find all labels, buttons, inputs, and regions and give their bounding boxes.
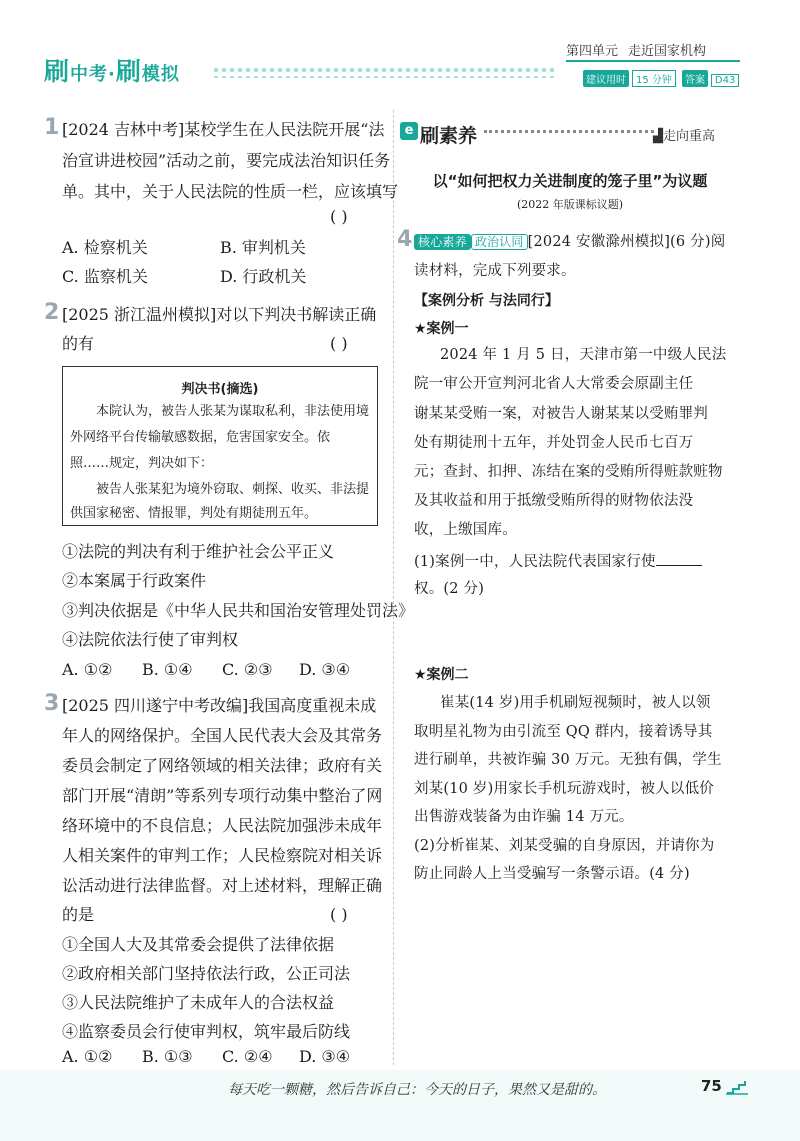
q3-line: 委员会制定了网络领域的相关法律；政府有关 (62, 756, 383, 775)
q1-line: 单。其中，关于人民法院的性质一栏，应该填写 (62, 182, 399, 201)
answer-paren: ( ) (330, 334, 348, 353)
case1-line: 收，上缴国库。 (414, 522, 517, 538)
q2-line: 的有 (62, 334, 95, 353)
case1-line: 谢某某受贿一案，对被告人谢某某以受贿罪判 (414, 406, 708, 422)
brand-text: 中考 (70, 64, 109, 85)
option-b: B. ①④ (142, 660, 193, 679)
case2-title: ★案例二 (414, 667, 469, 683)
q2-line: [2025 浙江温州模拟]对以下判决书解读正确 (62, 305, 377, 324)
q3-line: 年人的网络保护。全国人民代表大会及其常务 (62, 726, 383, 745)
q3-line: 络环境中的不良信息；人民法院加强涉未成年 (62, 816, 383, 835)
question-number: 2 (44, 300, 60, 325)
q3-line: 的是 (62, 905, 95, 924)
option-b: B. ①③ (142, 1047, 193, 1066)
brand-text: 模拟 (141, 64, 180, 85)
statement-item: ②本案属于行政案件 (62, 571, 207, 590)
case1-line: 及其收益和用于抵缴受贿所得的财物依法没 (414, 493, 694, 509)
brand-char: 刷 (44, 57, 71, 86)
time-answer-bar (583, 70, 745, 87)
verdict-line: 照……规定，判决如下： (70, 456, 214, 471)
q3-line: 人相关案件的审判工作；人民检察院对相关诉 (62, 846, 383, 865)
option-a: A. ①② (62, 1047, 113, 1066)
option-c: C. 监察机关 (62, 267, 148, 286)
answer-label: 答案 (682, 70, 708, 87)
option-d: D. ③④ (299, 1047, 351, 1066)
q4-source: [2024 安徽滁州模拟](6 分)阅 (527, 234, 726, 250)
case-header: 【案例分析 与法同行】 (414, 293, 559, 309)
case2-line: 崔某(14 岁)用手机刷短视频时，被人以领 (440, 695, 711, 711)
answer-blank[interactable] (656, 551, 702, 566)
topic-title: 以“如何把权力关进制度的笼子里”为议题 (432, 172, 708, 190)
option-c: C. ②④ (222, 1047, 273, 1066)
case2-line: 出售游戏装备为由诈骗 14 万元。 (414, 809, 634, 825)
sub-question-2: (2)分析崔某、刘某受骗的自身原因，并请你为 (414, 838, 715, 854)
question-number: 3 (44, 691, 60, 716)
q3-line: 部门开展“清朗”等系列专项行动集中整治了网 (62, 786, 383, 805)
suggest-value: 15 分钟 (632, 70, 676, 87)
q4-head (414, 232, 725, 252)
brand-char: 刷 (115, 57, 142, 86)
case1-line: 处有期徒刑十五年，并处罚金人民币七百万 (414, 435, 694, 451)
case2-line: 进行刷单，共被诈骗 30 万元。无独有偶，学生 (414, 752, 722, 768)
option-b: B. 审判机关 (220, 238, 306, 257)
section-tag (653, 125, 715, 144)
question-number: 1 (44, 115, 60, 140)
verdict-line: 供国家秘密、情报罪，判处有期徒刑五年。 (70, 506, 318, 521)
statement-item: ③判决依据是《中华人民共和国治安管理处罚法》 (62, 601, 415, 620)
option-a: A. ①② (62, 660, 113, 679)
option-d: D. 行政机关 (220, 267, 307, 286)
stairs-icon: ▟ (653, 129, 663, 144)
answer-paren: ( ) (330, 905, 348, 924)
verdict-line: 本院认为，被告人张某为谋取私利，非法使用境 (96, 404, 370, 419)
q4-line: 读材料，完成下列要求。 (414, 263, 576, 279)
core-literacy-badge: 核心素养 (414, 234, 471, 250)
q3-line: 讼活动进行法律监督。对上述材料，理解正确 (62, 876, 383, 895)
q1-line: 治宣讲进校园”活动之前，要完成法治知识任务 (62, 151, 391, 170)
statement-item: ④监察委员会行使审判权，筑牢最后防线 (62, 1022, 351, 1041)
statement-item: ③人民法院维护了未成年人的合法权益 (62, 993, 335, 1012)
sub-question-1-text: (1)案例一中，人民法院代表国家行使 (414, 554, 656, 570)
literacy-type-badge: 政治认同 (471, 234, 528, 250)
footer-motto: 每天吃一颗糖，然后告诉自己：今天的日子，果然又是甜的。 (228, 1082, 606, 1098)
verdict-title: 判决书(摘选) (181, 382, 259, 397)
option-c: C. ②③ (222, 660, 273, 679)
statement-item: ④法院依法行使了审判权 (62, 630, 239, 649)
brand-sep: · (108, 64, 116, 85)
section-icon: e (400, 122, 418, 140)
option-a: A. 检察机关 (62, 238, 148, 257)
q3-line: [2025 四川遂宁中考改编]我国高度重视未成 (62, 696, 377, 715)
verdict-line: 外网络平台传输敏感数据，危害国家安全。依 (70, 430, 331, 445)
answer-value: D43 (711, 74, 739, 87)
case1-title: ★案例一 (414, 321, 469, 337)
sub-question-2: 防止同龄人上当受骗写一条警示语。(4 分) (414, 866, 690, 882)
case1-line: 元；查封、扣押、冻结在案的受贿所得赃款赃物 (414, 464, 723, 480)
unit-title: 走近国家机构 (628, 44, 707, 59)
topic-subtitle: (2022 年版课标议题) (516, 198, 624, 211)
unit-heading (566, 40, 716, 59)
option-d: D. ③④ (299, 660, 351, 679)
header-rule (566, 60, 740, 62)
stairs-icon (725, 1079, 749, 1095)
q1-line: [2024 吉林中考]某校学生在人民法院开展“法 (62, 120, 385, 139)
section-dots (484, 130, 654, 133)
brand-logo (44, 52, 180, 88)
answer-paren: ( ) (330, 207, 348, 226)
case2-line: 取明星礼物为由引流至 QQ 群内，接着诱导其 (414, 724, 713, 740)
case1-line: 院一审公开宣判河北省人大常委会原副主任 (414, 376, 694, 392)
verdict-line: 被告人张某犯为境外窃取、刺探、收买、非法提 (96, 482, 370, 497)
sub-question-1 (414, 551, 702, 572)
unit-number: 第四单元 (566, 44, 619, 59)
section-title: 刷素养 (420, 125, 478, 147)
case2-line: 刘某(10 岁)用家长手机玩游戏时，被人以低价 (414, 781, 714, 797)
sub-question-1-tail: 权。(2 分) (414, 581, 485, 597)
suggest-label: 建议用时 (583, 70, 629, 87)
section-tag-text: 走向重高 (663, 129, 716, 144)
case1-line: 2024 年 1 月 5 日，天津市第一中级人民法 (440, 347, 727, 363)
header-dots (212, 66, 557, 78)
column-divider (393, 110, 394, 1065)
question-number: 4 (397, 227, 413, 252)
statement-item: ①法院的判决有利于维护社会公平正义 (62, 542, 335, 561)
statement-item: ②政府相关部门坚持依法行政，公正司法 (62, 964, 351, 983)
statement-item: ①全国人大及其常委会提供了法律依据 (62, 935, 335, 954)
page-number: 75 (701, 1077, 722, 1095)
